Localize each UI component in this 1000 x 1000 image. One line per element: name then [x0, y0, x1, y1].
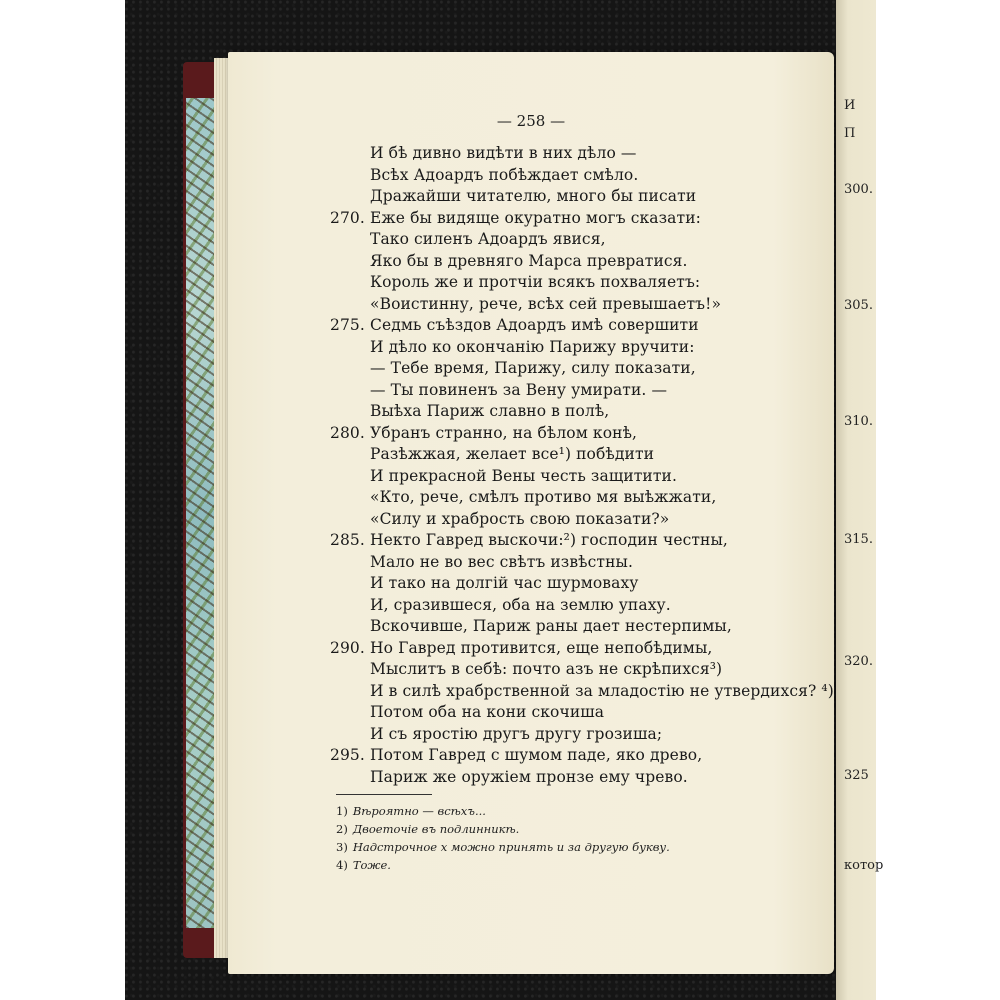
- verse-line: [228, 144, 834, 166]
- verse-line: [228, 510, 834, 532]
- verse-line: [228, 553, 834, 575]
- verse-line: [228, 424, 834, 446]
- verse-text: — Ты повиненъ за Вену умирати. —: [370, 380, 668, 399]
- verse-line: [228, 445, 834, 467]
- verse-line: [228, 746, 834, 768]
- verse-line: [228, 187, 834, 209]
- verse-line: [228, 488, 834, 510]
- footnote-mark: 3): [336, 840, 348, 854]
- facing-page-fragment: П: [844, 126, 856, 141]
- verse-text: И прекрасной Вены честь защитити.: [370, 466, 677, 485]
- verse-line: [228, 316, 834, 338]
- verse-text: И в силѣ храбрственной за младостiю не утвердихся? ⁴): [370, 681, 834, 700]
- verse-text: И дѣло ко окончанiю Парижу вручити:: [370, 337, 695, 356]
- facing-page-fragment: 305.: [844, 298, 873, 313]
- footnote-divider: [336, 794, 432, 795]
- verse-text: И съ яростiю другъ другу грозиша;: [370, 724, 663, 743]
- verse-line: [228, 295, 834, 317]
- verse-text: Седмь съѣздов Адоардъ имѣ совершити: [370, 316, 699, 334]
- book-page: [228, 52, 834, 974]
- verse-line: [228, 682, 834, 704]
- verse-text: Еже бы видяще окуратно могъ сказати:: [370, 208, 701, 227]
- verse-text: Выѣха Париж славно в полѣ,: [370, 402, 610, 420]
- verse-text: Вскочивше, Париж раны дает нестерпимы,: [370, 617, 732, 635]
- verse-text: Потом оба на кони скочиша: [370, 703, 605, 721]
- footnote-text: Двоеточiе въ подлинникѣ.: [352, 822, 520, 836]
- facing-page-fragment: 325: [844, 768, 869, 783]
- verse-line: [228, 596, 834, 618]
- footnote: [336, 840, 670, 854]
- verse-text: Разѣжжая, желает все¹) побѣдити: [370, 445, 655, 463]
- verse-line: [228, 703, 834, 725]
- verse-line: [228, 725, 834, 747]
- footnote-mark: 4): [336, 858, 348, 872]
- verse-text: И, сразившеся, оба на землю упаху.: [370, 595, 671, 614]
- facing-page-fragment: 300.: [844, 182, 873, 197]
- facing-page-fragment: 315.: [844, 532, 873, 547]
- verse-line: [228, 166, 834, 188]
- verse-line: [228, 574, 834, 596]
- verse-line: [228, 273, 834, 295]
- verse-line: [228, 338, 834, 360]
- facing-page-fragment: 320.: [844, 654, 873, 669]
- verse-text: Мало не во вес свѣтъ извѣстны.: [370, 552, 633, 571]
- verse-number: 295.: [330, 746, 365, 764]
- verse-text: Яко бы в древняго Марса превратися.: [370, 251, 688, 270]
- verse-line: [228, 252, 834, 274]
- verse-text: «Воистинну, рече, всѣх сей превышаетъ!»: [370, 294, 722, 313]
- verse-text: Убранъ странно, на бѣлом конѣ,: [370, 423, 638, 442]
- facing-page-fragment: 310.: [844, 414, 873, 429]
- verse-number: 290.: [330, 638, 365, 657]
- verse-text: Всѣх Адоардъ побѣждает смѣло.: [370, 165, 639, 184]
- footnote-text: Тоже.: [352, 858, 391, 872]
- verse-line: [228, 467, 834, 489]
- footnote-text: Вѣроятно — всѣхъ...: [352, 804, 486, 818]
- verse-text: «Кто, рече, смѣлъ противо мя выѣжжати,: [370, 488, 717, 506]
- verse-number: 270.: [330, 208, 365, 227]
- facing-page-fragment: котор: [844, 858, 884, 873]
- marbled-endpaper: [186, 98, 214, 928]
- verse-line: [228, 531, 834, 553]
- footnote: [336, 858, 391, 872]
- facing-page: [836, 0, 884, 1000]
- verse-text: Тако силенъ Адоардъ явися,: [370, 230, 606, 248]
- verse-line: [228, 617, 834, 639]
- verse-line: [228, 660, 834, 682]
- footnote: [336, 822, 519, 836]
- verse-text: И бѣ дивно видѣти в них дѣло —: [370, 144, 637, 162]
- verse-line: [228, 209, 834, 231]
- footnote-mark: 1): [336, 804, 348, 818]
- footnote-text: Надстрочное х можно принять и за другую букву.: [352, 840, 670, 854]
- verse-text: Мыслитъ в себѣ: почто азъ не скрѣпихся³): [370, 660, 723, 678]
- verse-number: 275.: [330, 316, 365, 334]
- verse-text: Но Гавред противится, еще непобѣдимы,: [370, 638, 713, 657]
- verse-text: — Тебе время, Парижу, силу показати,: [370, 359, 696, 377]
- verse-line: [228, 381, 834, 403]
- verse-number: 280.: [330, 423, 365, 442]
- page-number: — 258 —: [496, 112, 566, 130]
- verse-text: Дражайши читателю, много бы писати: [370, 187, 697, 205]
- verse-text: Париж же оружiем пронзе ему чрево.: [370, 767, 688, 786]
- verse-line: [228, 359, 834, 381]
- verse-number: 285.: [330, 531, 365, 549]
- footnote-mark: 2): [336, 822, 348, 836]
- verse-line: [228, 402, 834, 424]
- verse-text: «Силу и храбрость свою показати?»: [370, 509, 670, 528]
- verse-text: Некто Гавред выскочи:²) господин честны,: [370, 531, 728, 549]
- facing-page-fragment: И: [844, 98, 856, 113]
- verse-line: [228, 230, 834, 252]
- footnote: [336, 804, 486, 818]
- verse-line: [228, 768, 834, 790]
- verse-text: Потом Гавред с шумом паде, яко древо,: [370, 746, 703, 764]
- verse-line: [228, 639, 834, 661]
- verse-text: Король же и протчiи всякъ похваляетъ:: [370, 273, 701, 291]
- verse-text: И тако на долгiй час шурмоваху: [370, 574, 639, 592]
